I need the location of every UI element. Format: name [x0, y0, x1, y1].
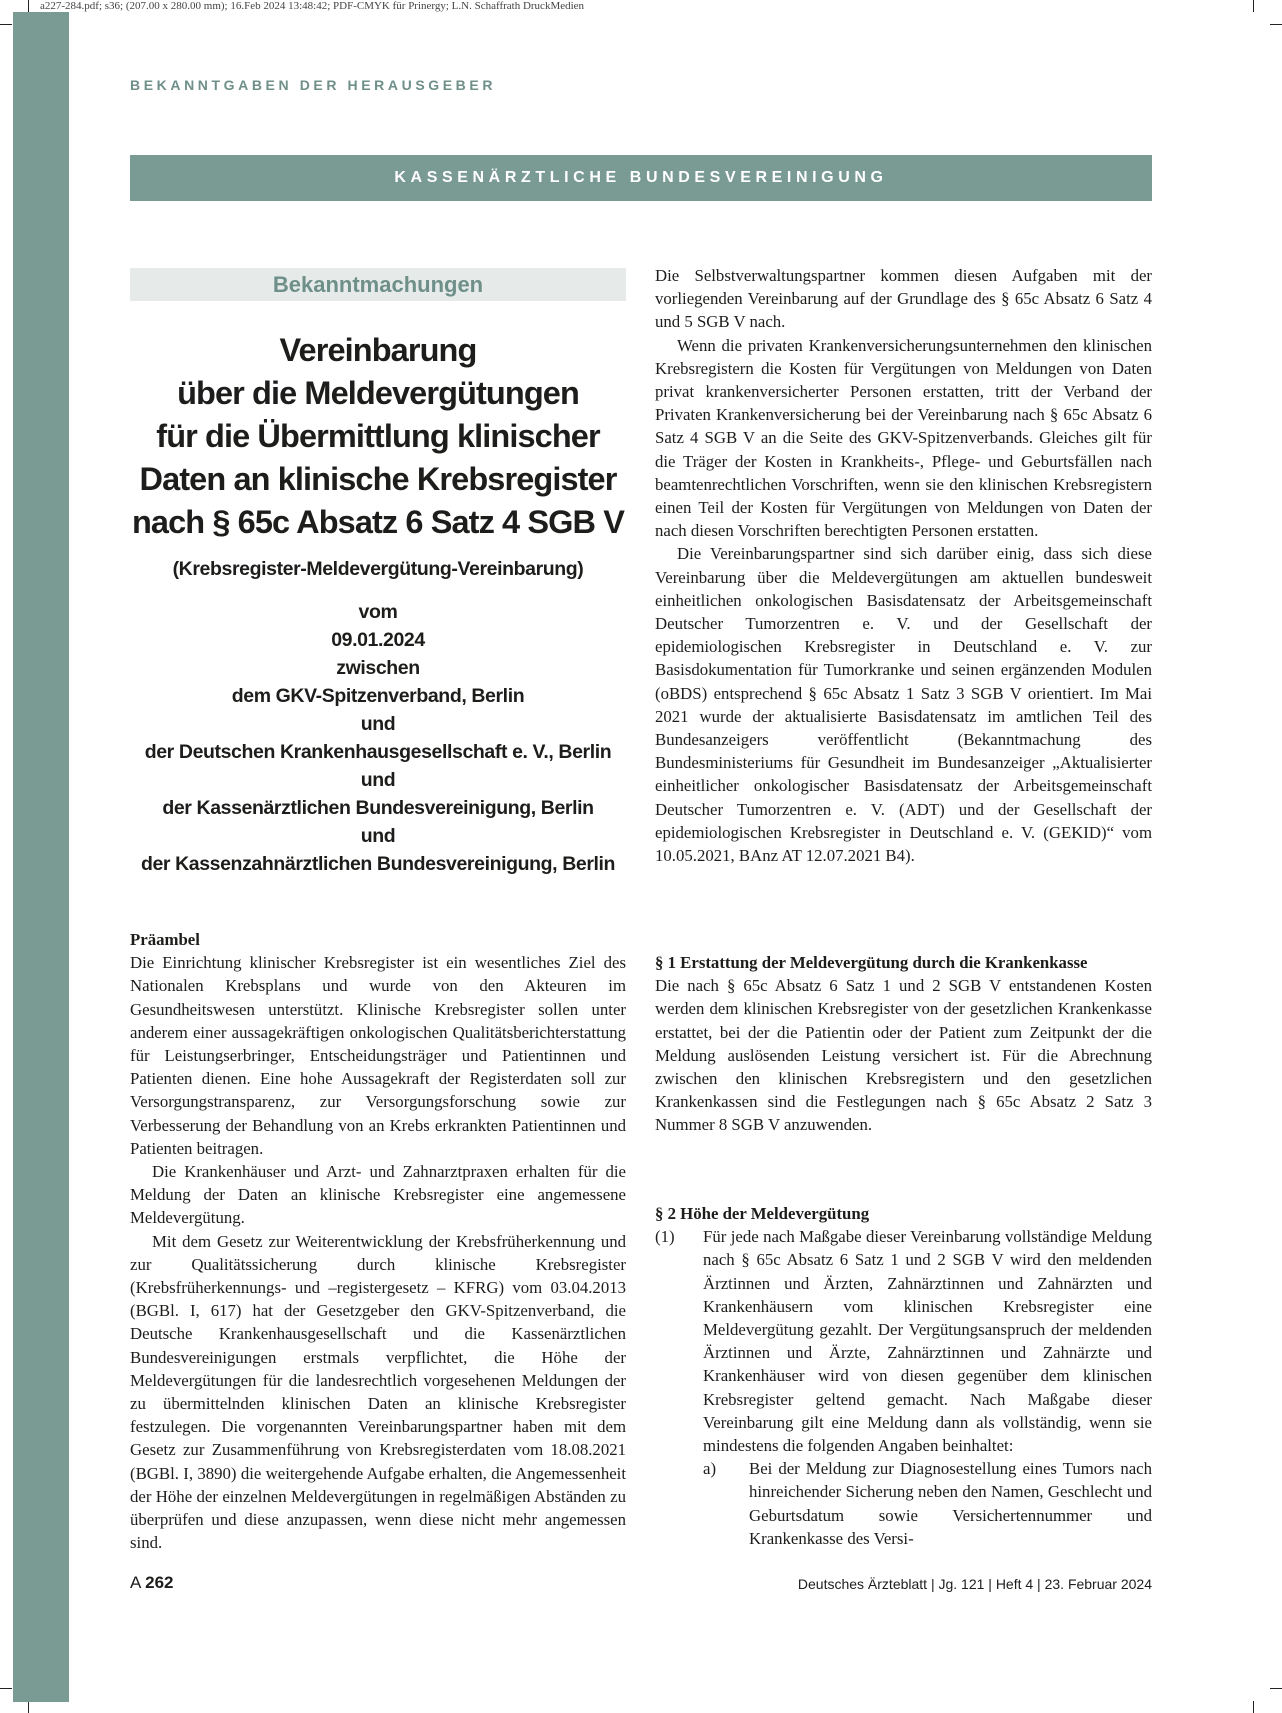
crop-mark [28, 0, 29, 12]
page-number [130, 1573, 174, 1593]
party-line: und [360, 825, 396, 847]
party-line: und [360, 769, 396, 791]
preamble-section [130, 928, 626, 1554]
item-text: Bei der Meldung zur Diagnosestellung eines Tumors nach hinreichender Sicherung neben den Namen, Geschlecht und Geburtsdatum sowie Versichertennummer und Krankenkasse des Versi- [749, 1459, 1152, 1548]
paragraph: Die Krankenhäuser und Arzt- und Zahnarztpraxen erhalten für die Meldung der Daten an klinische Krebsregister eine angemessene Meldevergütung. [130, 1162, 626, 1228]
numbered-item [655, 1225, 1152, 1457]
bekanntmachungen-label: Bekanntmachungen [272, 271, 484, 297]
crop-mark [1270, 1688, 1282, 1689]
parties-block [130, 598, 626, 878]
page-number-value: 262 [145, 1573, 174, 1592]
crop-mark [0, 1688, 12, 1689]
side-color-bar [13, 12, 69, 1702]
subtitle: (Krebsregister-Meldevergütung-Vereinbarung) [172, 558, 584, 580]
party-line: der Kassenärztlichen Bundesvereinigung, Berlin [162, 797, 594, 819]
title-line: nach § 65c Absatz 6 Satz 4 SGB V [131, 504, 624, 540]
title-line: Vereinbarung [279, 332, 477, 368]
party-line: der Deutschen Krankenhausgesellschaft e. V., Berlin [144, 741, 612, 763]
paragraph: Die Selbstverwaltungspartner kommen diesen Aufgaben mit der vorliegenden Vereinbarung auf der Grundlage des § 65c Absatz 6 Satz 4 und 5 SGB V nach. [655, 266, 1152, 332]
paragraph: Mit dem Gesetz zur Weiterentwicklung der Krebsfrüherkennung und zur Qualitätssicherung durch klinische Krebsregister (Krebsfrüherkennungs- und –registergesetz – KFRG) vom 03.04.2013 (BGBl. I, 617) hat der Gesetzgeber den GKV-Spitzenverband, die Deutsche Krankenhausgesellschaft und die Kassenärztlichen Bundesvereinigungen erstmals verpflichtet, die Höhe der Meldevergütungen für die landesrechtlich vorgesehenen Meldungen der zu übermittelnden klinischen Daten an klinische Krebsregister festzulegen. Die vorgenannten Vereinbarungspartner haben mit dem Gesetz zur Zusammenführung von Krebsregisterdaten vom 18.08.2021 (BGBl. I, 3890) die weitergehende Aufgabe erhalten, die Angemessenheit der Höhe der einzelnen Meldevergütungen in regelmäßigen Abständen zu überprüfen und diese anzupassen, wenn diese nicht mehr angemessen sind. [130, 1231, 626, 1553]
party-line: zwischen [336, 657, 420, 679]
crop-mark [1270, 24, 1282, 25]
title-line: für die Übermittlung klinischer [156, 418, 600, 454]
title-block [130, 268, 626, 878]
crop-mark [0, 24, 12, 25]
print-meta-line: a227-284.pdf; s36; (207.00 x 280.00 mm); 16.Feb 2024 13:48:42; PDF-CMYK für Prinergy; L.N. Schaffrath DruckMedien [40, 0, 585, 12]
paragraph: Die Einrichtung klinischer Krebsregister ist ein wesentliches Ziel des Nationalen Krebsplans und wurde von den Akteuren im Gesundheitswesen unterstützt. Klinische Krebsregister sollen unter anderem einer aussagekräftigen onkologischen Qualitätsberichterstattung für Leistungserbringer, Entscheidungsträger und Patientinnen und Patienten dienen. Eine hohe Aussagekraft der Registerdaten soll zur Versorgungstransparenz, zur Versorgungsforschung sowie zur Verbesserung der Behandlung von an Krebs erkrankten Patientinnen und Patienten beitragen. [130, 953, 626, 1158]
main-title [130, 329, 626, 544]
item-text: Für jede nach Maßgabe dieser Vereinbarung vollständige Meldung nach § 65c Absatz 6 Satz 1 und 2 SGB V wird den meldenden Ärztinnen und Ärzten, Zahnärztinnen und Zahnärzten und Krankenhäusern vom klinischen Krebsregister eine Meldevergütung gezahlt. Der Vergütungsanspruch der meldenden Ärztinnen und Ärzte, Zahnärztinnen und Zahnärzte und Krankenhäuser wird von diesen gegenüber dem klinischen Krebsregister geltend gemacht. Nach Maßgabe dieser Vereinbarung gilt eine Meldung dann als vollständig, wenn sie mindestens die folgenden Angaben beinhaltet: [703, 1227, 1152, 1456]
paragraph: Wenn die privaten Krankenversicherungsunternehmen den klinischen Krebsregistern die Kosten für Vergütungen von Meldungen von Daten privat krankenversicherter Personen erstatten, tritt der Verband der Privaten Krankenversicherung bei der Vereinbarung nach § 65c Absatz 6 Satz 4 SGB V an die Seite des GKV-Spitzenverbands. Gleiches gilt für die Träger der Kosten in Krankheits-, Pflege- und Geburtsfällen nach beamtenrechtlichen Vorschriften, wenn sie den klinischen Krebsregistern einen Teil der Kosten für Vergütungen von Meldungen von Daten der nach diesen Vorschriften berechtigten Personen erstatten. [655, 335, 1152, 541]
party-line: dem GKV-Spitzenverband, Berlin [231, 685, 525, 707]
bekanntmachungen-box [130, 268, 626, 301]
crop-mark [1253, 1701, 1254, 1713]
section-label: BEKANNTGABEN DER HERAUSGEBER [130, 77, 497, 93]
organization-banner [130, 155, 1152, 201]
paragraph: Die nach § 65c Absatz 6 Satz 1 und 2 SGB V entstandenen Kosten werden dem klinischen Krebsregister von der gesetzlichen Krankenkasse erstattet, bei der die Patientin oder der Patient zum Zeitpunkt der die Meldung auslösenden Leistung versichert ist. Für die Abrechnung zwischen den klinischen Krebsregistern und den gesetzlichen Krankenkassen sind die Festlegungen nach § 65c Absatz 2 Satz 3 Nummer 8 SGB V anzuwenden. [655, 976, 1152, 1135]
section-1 [655, 951, 1152, 1137]
crop-mark [28, 1701, 29, 1713]
journal-info: Deutsches Ärzteblatt | Jg. 121 | Heft 4 | 23. Februar 2024 [797, 1576, 1152, 1592]
lettered-item [703, 1457, 1152, 1550]
page-prefix: A [130, 1573, 141, 1592]
title-line: Daten an klinische Krebsregister [139, 461, 617, 497]
banner-text: KASSENÄRZTLICHE BUNDESVEREINIGUNG [394, 169, 888, 186]
section-1-heading: § 1 Erstattung der Meldevergütung durch die Krankenkasse [655, 953, 1088, 972]
right-intro-text [655, 264, 1152, 867]
party-line: der Kassenzahnärztlichen Bundesvereinigung, Berlin [140, 853, 616, 875]
paragraph: Die Vereinbarungspartner sind sich darüber einig, dass sich diese Vereinbarung über die Meldevergütungen am aktuellen bundesweit einheitlichen onkologischen Basisdatensatz der Arbeitsgemeinschaft Deutscher Tumorzentren e. V. und der Gesellschaft der epidemiologischen Krebsregister in Deutschland e. V. zur Basisdokumentation für Tumorkranke und seinen ergänzenden Modulen (oBDS) entsprechend § 65c Absatz 1 Satz 3 SGB V orientiert. Im Mai 2021 wurde der aktualisierte Basisdatensatz im amtlichen Teil des Bundesanzeigers veröffentlicht (Bekanntmachung des Bundesministeriums für Gesundheit im Bundesanzeiger „Aktualisierter einheitlicher onkologischer Basisdatensatz der Arbeitsgemeinschaft Deutscher Tumorzentren e. V. (ADT) und der Gesellschaft der epidemiologischen Krebsregister in Deutschland e. V. (GEKID)“ vom 10.05.2021, BAnz AT 12.07.2021 B4). [655, 544, 1152, 866]
section-2 [655, 1202, 1152, 1550]
preamble-heading: Präambel [130, 930, 200, 949]
party-line: 09.01.2024 [331, 629, 425, 651]
section-2-heading: § 2 Höhe der Meldevergütung [655, 1204, 870, 1223]
item-number: (1) [655, 1227, 675, 1247]
title-line: über die Meldevergütungen [177, 375, 579, 411]
party-line: vom [358, 601, 398, 623]
crop-mark [1253, 0, 1254, 12]
party-line: und [360, 713, 396, 735]
item-letter: a) [703, 1459, 717, 1479]
